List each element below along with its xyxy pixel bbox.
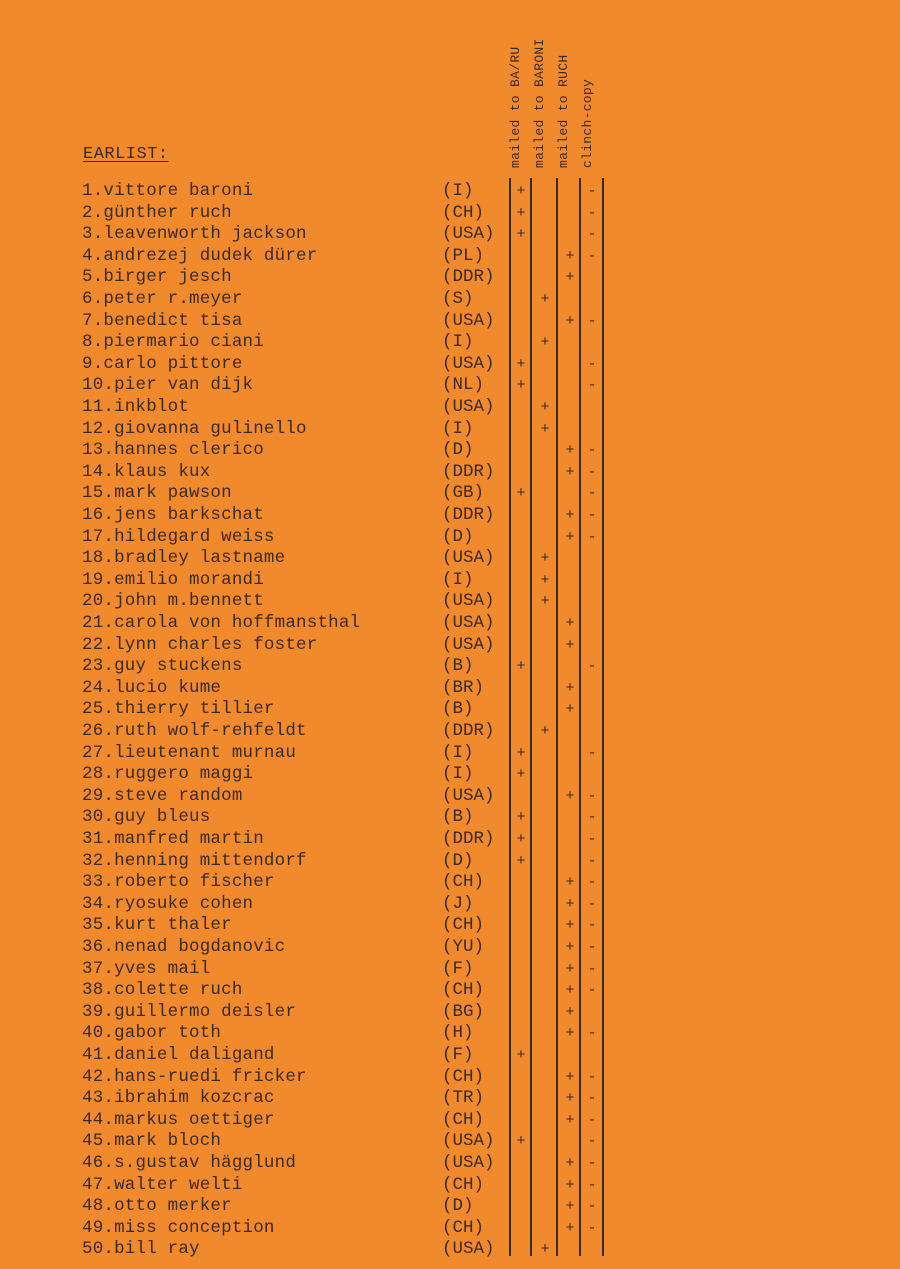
list-item [0, 397, 900, 419]
entry-country: (USA) [442, 785, 495, 806]
list-item [0, 246, 900, 268]
mark-mailed-to-ruch: + [565, 701, 575, 719]
entry-name: 9.carlo pittore [82, 353, 243, 374]
entry-country: (CH) [442, 202, 485, 223]
list-item [0, 224, 900, 246]
entry-name: 4.andrezej dudek dürer [82, 245, 318, 266]
entry-name: 26.ruth wolf-rehfeldt [82, 721, 307, 741]
mark-clinch-copy: - [587, 442, 597, 460]
mark-mailed-to-ruch: + [565, 1111, 575, 1129]
mark-mailed-to-ba-ru: + [516, 204, 526, 222]
mark-mailed-to-ba-ru: + [516, 226, 526, 244]
list-item [0, 1045, 900, 1067]
mark-mailed-to-baroni: + [540, 399, 550, 416]
list-item [0, 894, 900, 916]
mark-clinch-copy: - [587, 226, 597, 244]
entry-country: (CH) [442, 1174, 485, 1195]
mark-clinch-copy: - [587, 183, 597, 200]
list-item [0, 548, 900, 570]
entry-country: (USA) [442, 397, 495, 417]
entry-name: 39.guillermo deisler [82, 1001, 297, 1022]
entry-name: 20.john m.bennett [82, 591, 264, 612]
entry-country: (S) [442, 289, 474, 309]
entry-name: 18.bradley lastname [82, 548, 286, 569]
mark-mailed-to-ruch: + [565, 312, 575, 330]
mark-clinch-copy: - [587, 1155, 597, 1172]
entry-name: 8.piermario ciani [82, 332, 264, 353]
entry-country: (D) [442, 440, 474, 461]
entry-name: 33.roberto fischer [82, 872, 275, 893]
entry-name: 12.giovanna gulinello [82, 418, 307, 439]
mark-mailed-to-ruch: + [565, 269, 575, 287]
entry-country: (I) [442, 569, 474, 590]
mark-mailed-to-baroni: + [540, 550, 550, 568]
entry-name: 37.yves mail [82, 958, 211, 979]
entry-country: (CH) [442, 1066, 485, 1087]
mark-mailed-to-ba-ru: + [516, 809, 526, 827]
mark-clinch-copy: - [587, 204, 597, 222]
list-item [0, 872, 900, 894]
entry-country: (I) [442, 764, 474, 785]
list-item [0, 1067, 900, 1089]
entry-country: (CH) [442, 915, 485, 936]
mark-mailed-to-ruch: + [565, 1025, 575, 1043]
mark-clinch-copy: - [587, 1133, 597, 1151]
mark-mailed-to-baroni: + [540, 571, 550, 589]
list-item [0, 743, 900, 765]
entry-country: (CH) [442, 1217, 485, 1238]
entry-country: (YU) [442, 937, 485, 957]
column-header-clinch-copy: clinch-copy [580, 78, 595, 168]
list-item [0, 311, 900, 333]
entry-name: 28.ruggero maggi [82, 764, 254, 785]
entry-country: (DDR) [442, 267, 495, 288]
entry-name: 40.gabor toth [82, 1023, 222, 1044]
mark-mailed-to-ba-ru: + [516, 831, 526, 848]
entry-name: 41.daniel daligand [82, 1045, 275, 1065]
entry-name: 21.carola von hoffmansthal [82, 613, 361, 633]
mark-mailed-to-ruch: + [565, 1198, 575, 1216]
entry-country: (BG) [442, 1001, 485, 1022]
entry-name: 46.s.gustav hägglund [82, 1153, 297, 1173]
list-item [0, 1023, 900, 1045]
entry-name: 15.mark pawson [82, 483, 232, 504]
mark-clinch-copy: - [587, 960, 597, 978]
list-item [0, 959, 900, 981]
mark-mailed-to-ruch: + [565, 917, 575, 935]
entry-name: 13.hannes clerico [82, 440, 264, 461]
mark-clinch-copy: - [587, 917, 597, 935]
entry-name: 31.manfred martin [82, 829, 264, 849]
mark-clinch-copy: - [587, 1176, 597, 1194]
mark-mailed-to-ruch: + [565, 1155, 575, 1172]
list-item [0, 1002, 900, 1024]
mark-clinch-copy: - [587, 809, 597, 827]
entry-country: (B) [442, 699, 474, 720]
list-item [0, 483, 900, 505]
entry-country: (USA) [442, 634, 495, 655]
entry-name: 7.benedict tisa [82, 310, 243, 331]
entry-name: 32.henning mittendorf [82, 850, 307, 871]
mark-clinch-copy: - [587, 658, 597, 676]
entry-country: (PL) [442, 245, 485, 266]
mark-mailed-to-ba-ru: + [516, 1047, 526, 1064]
mark-mailed-to-ba-ru: + [516, 485, 526, 503]
entry-country: (H) [442, 1023, 474, 1044]
list-item [0, 203, 900, 225]
mark-clinch-copy: - [587, 528, 597, 546]
mark-clinch-copy: - [587, 895, 597, 913]
entry-country: (DDR) [442, 505, 495, 525]
mark-mailed-to-ba-ru: + [516, 766, 526, 784]
entry-name: 22.lynn charles foster [82, 634, 318, 655]
entry-country: (D) [442, 526, 474, 547]
mark-clinch-copy: - [587, 312, 597, 330]
list-item [0, 829, 900, 851]
entry-country: (USA) [442, 353, 495, 374]
entry-country: (D) [442, 850, 474, 871]
entry-name: 2.günther ruch [82, 202, 232, 223]
column-header-mailed-to-ba-ru: mailed to BA/RU [508, 46, 523, 168]
mark-mailed-to-ba-ru: + [516, 1133, 526, 1151]
entry-name: 48.otto merker [82, 1196, 232, 1217]
entry-country: (F) [442, 958, 474, 979]
mark-clinch-copy: - [587, 831, 597, 848]
entry-country: (I) [442, 742, 474, 763]
list-item [0, 1131, 900, 1153]
list-item [0, 527, 900, 549]
mark-mailed-to-ruch: + [565, 1176, 575, 1194]
list-item [0, 462, 900, 484]
entry-name: 24.lucio kume [82, 677, 222, 698]
entry-country: (I) [442, 181, 474, 201]
mark-clinch-copy: - [587, 355, 597, 373]
column-header-mailed-to-baroni: mailed to BARONI [532, 38, 547, 168]
mark-mailed-to-ba-ru: + [516, 377, 526, 395]
mark-mailed-to-ruch: + [565, 939, 575, 956]
list-item [0, 764, 900, 786]
mark-mailed-to-ruch: + [565, 1219, 575, 1237]
entry-name: 35.kurt thaler [82, 915, 232, 936]
mark-mailed-to-ruch: + [565, 636, 575, 654]
entry-name: 16.jens barkschat [82, 505, 264, 525]
list-item [0, 289, 900, 311]
entry-name: 36.nenad bogdanovic [82, 937, 286, 957]
entry-name: 49.miss conception [82, 1217, 275, 1238]
entry-country: (USA) [442, 1153, 495, 1173]
mark-clinch-copy: - [587, 1090, 597, 1108]
mark-clinch-copy: - [587, 852, 597, 870]
list-item [0, 591, 900, 613]
list-item [0, 656, 900, 678]
mark-mailed-to-baroni: + [540, 723, 550, 740]
entry-country: (DDR) [442, 721, 495, 741]
mark-clinch-copy: - [587, 744, 597, 762]
mark-mailed-to-baroni: + [540, 420, 550, 438]
entry-country: (D) [442, 1196, 474, 1217]
list-item [0, 181, 900, 203]
list-item [0, 505, 900, 527]
mark-mailed-to-ruch: + [565, 895, 575, 913]
mark-clinch-copy: - [587, 1198, 597, 1216]
mark-mailed-to-ruch: + [565, 1090, 575, 1108]
entry-country: (CH) [442, 980, 485, 1001]
entry-name: 19.emilio morandi [82, 569, 264, 590]
mark-clinch-copy: - [587, 485, 597, 503]
entry-name: 42.hans-ruedi fricker [82, 1066, 307, 1087]
list-item [0, 635, 900, 657]
entry-country: (USA) [442, 1239, 495, 1260]
column-header-mailed-to-ruch: mailed to RUCH [556, 54, 571, 168]
entry-name: 1.vittore baroni [82, 181, 254, 201]
entry-name: 45.mark bloch [82, 1131, 222, 1152]
entry-name: 11.inkblot [82, 397, 190, 417]
list-item [0, 1196, 900, 1218]
entry-country: (USA) [442, 613, 495, 633]
list-item [0, 699, 900, 721]
entry-country: (B) [442, 656, 474, 677]
mark-mailed-to-ruch: + [565, 463, 575, 481]
entry-name: 34.ryosuke cohen [82, 893, 254, 914]
mark-mailed-to-baroni: + [540, 291, 550, 308]
mark-mailed-to-ba-ru: + [516, 744, 526, 762]
mark-mailed-to-baroni: + [540, 334, 550, 352]
mark-mailed-to-ruch: + [565, 247, 575, 265]
mark-mailed-to-ba-ru: + [516, 658, 526, 676]
mark-mailed-to-ruch: + [565, 528, 575, 546]
mark-mailed-to-ba-ru: + [516, 183, 526, 200]
mark-clinch-copy: - [587, 1111, 597, 1129]
list-item [0, 786, 900, 808]
list-item [0, 721, 900, 743]
entry-name: 29.steve random [82, 785, 243, 806]
entry-country: (CH) [442, 872, 485, 893]
entry-country: (USA) [442, 224, 495, 245]
mark-mailed-to-ruch: + [565, 874, 575, 892]
list-item [0, 807, 900, 829]
mark-clinch-copy: - [587, 982, 597, 1000]
mark-clinch-copy: - [587, 1025, 597, 1043]
entry-name: 38.colette ruch [82, 980, 243, 1001]
list-item [0, 678, 900, 700]
list-item [0, 937, 900, 959]
list-item [0, 419, 900, 441]
entry-name: 44.markus oettiger [82, 1109, 275, 1130]
entry-name: 17.hildegard weiss [82, 526, 275, 547]
entry-name: 27.lieutenant murnau [82, 742, 297, 763]
list-item [0, 613, 900, 635]
list-item [0, 1110, 900, 1132]
mark-mailed-to-ruch: + [565, 982, 575, 1000]
mark-mailed-to-ruch: + [565, 679, 575, 697]
mark-mailed-to-ruch: + [565, 507, 575, 524]
list-item [0, 354, 900, 376]
list-title: EARLIST: [83, 145, 169, 164]
mark-clinch-copy: - [587, 787, 597, 805]
mark-clinch-copy: - [587, 247, 597, 265]
entry-country: (F) [442, 1045, 474, 1065]
entry-country: (B) [442, 807, 474, 828]
entry-country: (I) [442, 418, 474, 439]
entry-country: (NL) [442, 375, 485, 396]
entry-country: (USA) [442, 591, 495, 612]
entry-name: 3.leavenworth jackson [82, 224, 307, 245]
entry-name: 50.bill ray [82, 1239, 200, 1260]
mark-mailed-to-ruch: + [565, 442, 575, 460]
mark-mailed-to-ruch: + [565, 960, 575, 978]
entry-country: (BR) [442, 677, 485, 698]
mark-mailed-to-baroni: + [540, 593, 550, 611]
list-item [0, 375, 900, 397]
mark-clinch-copy: - [587, 939, 597, 956]
entry-country: (I) [442, 332, 474, 353]
list-item [0, 267, 900, 289]
mark-mailed-to-ruch: + [565, 787, 575, 805]
mark-mailed-to-ruch: + [565, 615, 575, 632]
list-item [0, 332, 900, 354]
list-item [0, 1218, 900, 1240]
list-item [0, 915, 900, 937]
list-item [0, 1088, 900, 1110]
mark-clinch-copy: - [587, 874, 597, 892]
entry-name: 5.birger jesch [82, 267, 232, 288]
list-item [0, 1153, 900, 1175]
list-item [0, 1175, 900, 1197]
entry-name: 25.thierry tillier [82, 699, 275, 720]
entry-country: (J) [442, 893, 474, 914]
mark-clinch-copy: - [587, 377, 597, 395]
mark-mailed-to-ruch: + [565, 1068, 575, 1086]
entry-name: 23.guy stuckens [82, 656, 243, 677]
mark-clinch-copy: - [587, 1219, 597, 1237]
mark-clinch-copy: - [587, 507, 597, 524]
entry-name: 43.ibrahim kozcrac [82, 1088, 275, 1109]
list-item [0, 1239, 900, 1261]
entry-name: 47.walter welti [82, 1174, 243, 1195]
entry-country: (TR) [442, 1088, 485, 1109]
entry-country: (CH) [442, 1109, 485, 1130]
entry-name: 30.guy bleus [82, 807, 211, 828]
entry-country: (USA) [442, 1131, 495, 1152]
entry-country: (GB) [442, 483, 485, 504]
mark-clinch-copy: - [587, 1068, 597, 1086]
entry-name: 14.klaus kux [82, 461, 211, 482]
mark-clinch-copy: - [587, 463, 597, 481]
list-item [0, 440, 900, 462]
list-item [0, 570, 900, 592]
entry-name: 6.peter r.meyer [82, 289, 243, 309]
list-item [0, 851, 900, 873]
entry-country: (USA) [442, 548, 495, 569]
mark-mailed-to-ba-ru: + [516, 852, 526, 870]
entry-country: (USA) [442, 310, 495, 331]
mark-mailed-to-ruch: + [565, 1003, 575, 1021]
list-item [0, 980, 900, 1002]
entry-country: (DDR) [442, 461, 495, 482]
entry-country: (DDR) [442, 829, 495, 849]
entry-name: 10.pier van dijk [82, 375, 254, 396]
mark-mailed-to-ba-ru: + [516, 355, 526, 373]
mark-mailed-to-baroni: + [540, 1241, 550, 1259]
